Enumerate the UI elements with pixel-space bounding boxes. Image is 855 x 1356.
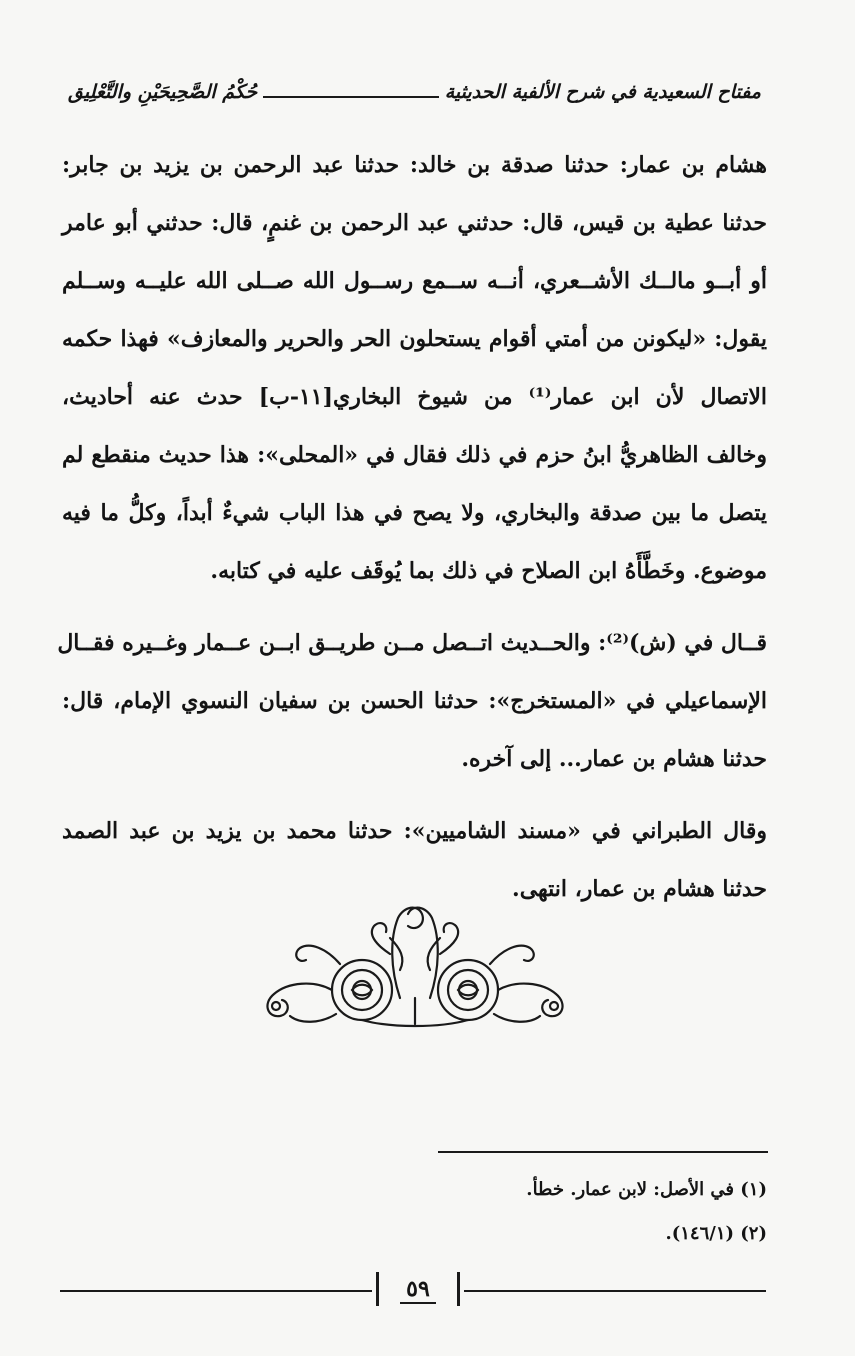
running-header	[62, 76, 767, 108]
text-line: حدثنا عطية بن قيس، قال: حدثني عبد الرحمن بن غنمٍ، قال: حدثني أبو عامر	[62, 210, 767, 236]
footer-rule-left	[60, 1290, 372, 1292]
text-line: حدثنا هشام بن عمار... إلى آخره.	[461, 746, 767, 772]
text-line: موضوع. وخَطَّأَهُ ابن الصلاح في ذلك بما يُوقَف عليه في كتابه.	[210, 558, 767, 584]
text-line: وقال الطبراني في «مسند الشاميين»: حدثنا محمد بن يزيد بن عبد الصمد	[62, 818, 767, 844]
footnote-2: (٢) (١٤٦/١).	[665, 1223, 767, 1244]
text-line: وخالف الظاهريُّ ابنُ حزم في ذلك فقال في «المحلى»: هذا حديث منقطع لم	[62, 442, 767, 468]
text-line: يتصل ما بين صدقة والبخاري، ولا يصح في هذا الباب شيءٌ أبداً، وكلُّ ما فيه	[62, 500, 767, 526]
paragraph-2	[57, 614, 767, 788]
footnote-rule	[438, 1151, 768, 1153]
section-title: حُكْمُ الصَّحِيحَيْنِ والتَّعْلِيق	[62, 76, 263, 108]
footnote-1: (١) في الأصل: لابن عمار. خطأ.	[526, 1179, 767, 1200]
arabesque-ornament-icon	[240, 898, 590, 1038]
text-line: قــال في (ش)⁽²⁾: والحــديث اتــصل مــن طريــق ابــن عــمار وغــيره فقــال	[57, 630, 767, 656]
text-line: يقول: «ليكونن من أمتي أقوام يستحلون الحر والحرير والمعازف» فهذا حكمه	[62, 326, 767, 352]
text-line: الإسماعيلي في «المستخرج»: حدثنا الحسن بن سفيان النسوي الإمام، قال:	[62, 688, 767, 714]
text-line: حدثنا هشام بن عمار، انتهى.	[512, 876, 767, 902]
main-text	[57, 136, 768, 918]
text-line: الاتصال لأن ابن عمار⁽¹⁾ من شيوخ البخاري[١١-ب] حدث عنه أحاديث،	[62, 384, 768, 410]
text-line: أو أبــو مالــك الأشــعري، أنــه ســمع رســول الله صــلى الله عليــه وســلم	[62, 268, 767, 294]
page-number-frame	[376, 1272, 460, 1306]
book-title: مفتاح السعيدية في شرح الألفية الحديثية	[439, 76, 767, 108]
page-number: ٥٩	[400, 1276, 436, 1304]
footer-rule-right	[464, 1290, 766, 1292]
text-line: هشام بن عمار: حدثنا صدقة بن خالد: حدثنا عبد الرحمن بن يزيد بن جابر:	[62, 152, 767, 178]
paragraph-1	[62, 136, 767, 600]
page-footer	[60, 1270, 766, 1310]
footnotes	[62, 1168, 767, 1256]
